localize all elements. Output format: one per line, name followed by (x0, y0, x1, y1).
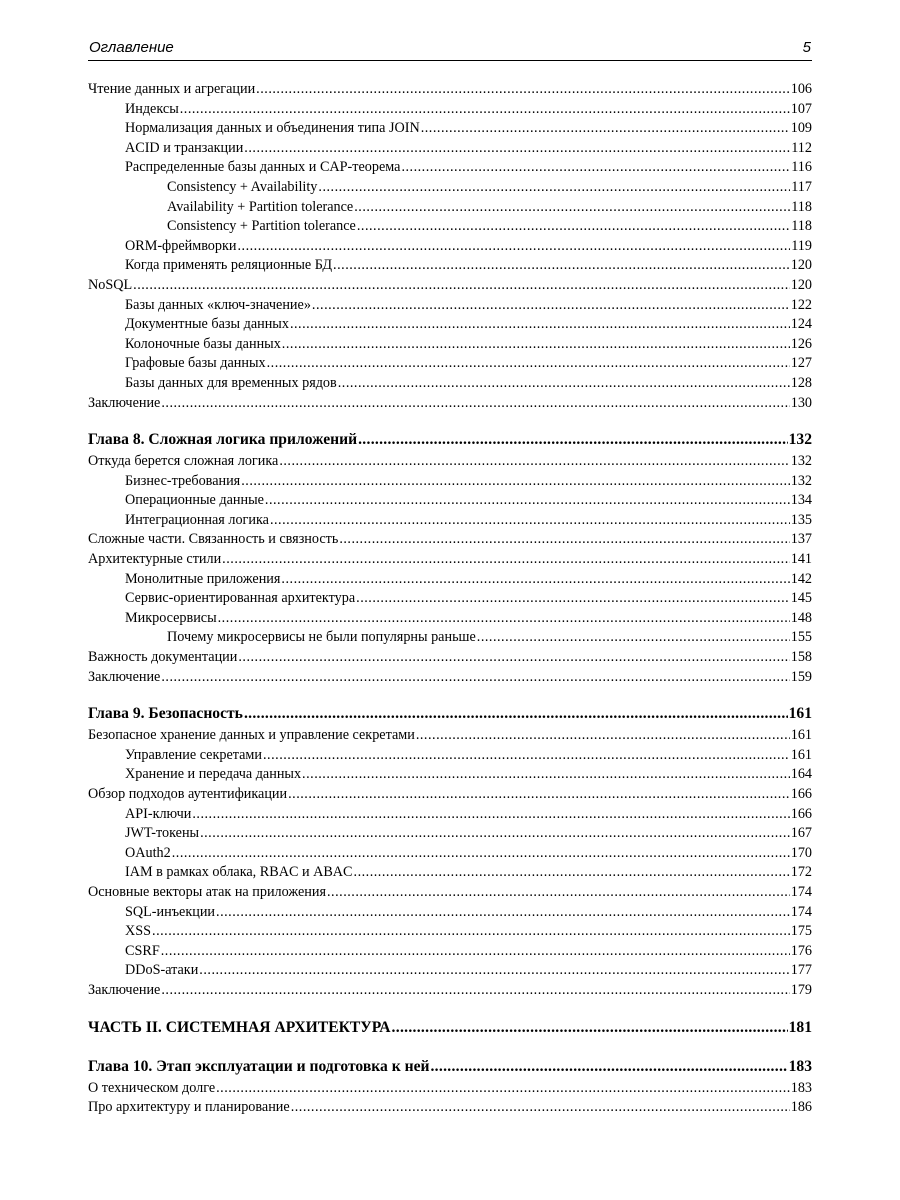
dot-leader (270, 511, 790, 531)
toc-entry-page: 181 (788, 1018, 812, 1036)
toc-entry-title: ACID и транзакции (125, 139, 244, 156)
toc-entry-title: Микросервисы (125, 609, 217, 626)
dot-leader (263, 746, 790, 766)
toc-entry-page: 120 (790, 257, 812, 274)
dot-leader (244, 702, 788, 726)
toc-entry (88, 472, 812, 492)
dot-leader (267, 354, 790, 374)
toc-entry-title: Заключение (88, 981, 161, 998)
dot-leader (152, 922, 790, 942)
toc-entry-title: Обзор подходов аутентификации (88, 786, 288, 802)
dot-leader (172, 844, 790, 864)
toc-entry-page: 164 (790, 766, 812, 783)
dot-leader (356, 589, 790, 609)
toc-entry-page: 166 (790, 786, 812, 802)
dot-leader (401, 158, 790, 178)
toc-entry-page: 142 (790, 570, 812, 587)
toc-entry (88, 217, 812, 237)
toc-entry-title: API-ключи (125, 805, 192, 822)
toc-entry-page: 117 (791, 178, 812, 195)
toc-entry (88, 726, 812, 746)
dot-leader (290, 315, 790, 335)
header-title: Оглавление (89, 39, 174, 56)
toc-entry-page: 132 (790, 453, 812, 470)
toc-entry (88, 981, 812, 1001)
toc-entry (88, 119, 812, 139)
dot-leader (133, 276, 790, 296)
toc-entry-page: 167 (790, 825, 812, 842)
dot-leader (282, 335, 790, 355)
toc-entry-page: 134 (790, 492, 812, 509)
dot-leader (161, 981, 789, 1001)
toc-entry-page: 106 (790, 81, 812, 97)
dot-leader (357, 217, 790, 237)
toc-entry-title: Сложные части. Связанность и связность (88, 531, 339, 548)
toc-entry-title: Глава 9. Безопасность (88, 705, 243, 723)
toc-entry-title: Распределенные базы данных и CAP-теорема (125, 159, 401, 176)
dot-leader (354, 198, 790, 218)
toc-entry (88, 491, 812, 511)
toc-entry (88, 530, 812, 550)
toc-entry-page: 120 (790, 276, 812, 293)
toc-entry-title: Глава 10. Этап эксплуатации и подготовка к ней (88, 1057, 430, 1075)
toc-chapter-entry (88, 1055, 812, 1079)
toc-entry-title: Колоночные базы данных (125, 335, 281, 352)
toc-entry-page: 145 (790, 590, 812, 607)
toc-entry-page: 124 (790, 316, 812, 333)
toc-entry-title: SQL-инъекции (125, 903, 216, 920)
toc-entry-page: 148 (790, 609, 812, 626)
dot-leader (288, 785, 790, 805)
toc-entry (88, 668, 812, 688)
toc-entry (88, 844, 812, 864)
toc-entry-page: 119 (791, 237, 812, 254)
toc-entry-title: Архитектурные стили (88, 551, 222, 568)
dot-leader (302, 765, 790, 785)
toc-entry-title: Операционные данные (125, 492, 264, 509)
toc-entry-title: Сервис-ориентированная архитектура (125, 590, 356, 607)
toc-entry (88, 628, 812, 648)
document-page (88, 38, 812, 1118)
toc-entry-page: 161 (788, 705, 812, 723)
dot-leader (291, 1098, 790, 1118)
toc-entry-title: Хранение и передача данных (125, 766, 302, 783)
toc-entry (88, 276, 812, 296)
toc-entry (88, 100, 812, 120)
toc-entry-page: 176 (790, 942, 812, 959)
toc-entry-title: Заключение (88, 394, 161, 411)
toc-entry-title: Про архитектуру и планирование (88, 1099, 290, 1116)
toc-entry (88, 1098, 812, 1118)
dot-leader (161, 668, 789, 688)
toc-entry-title: ORM-фреймворки (125, 237, 237, 254)
toc-entry-title: Почему микросервисы не были популярны раньше (167, 629, 476, 646)
toc-entry-page: 158 (790, 649, 812, 666)
toc-entry (88, 335, 812, 355)
toc-entry-page: 128 (790, 374, 812, 391)
toc-entry (88, 354, 812, 374)
toc-entry-title: Базы данных «ключ-значение» (125, 296, 311, 313)
dot-leader (477, 628, 790, 648)
dot-leader (244, 139, 790, 159)
toc-entry-page: 183 (790, 1079, 812, 1096)
toc-entry (88, 315, 812, 335)
dot-leader (241, 472, 790, 492)
toc-entry-page: 159 (790, 668, 812, 685)
header-page-number: 5 (802, 39, 811, 56)
toc-entry (88, 922, 812, 942)
toc-entry-title: Нормализация данных и объединения типа JOIN (125, 120, 420, 137)
toc-entry-page: 177 (790, 962, 812, 979)
toc-entry-page: 132 (788, 431, 812, 449)
running-header (88, 38, 812, 61)
toc-entry-title: Безопасное хранение данных и управление секретами (88, 727, 415, 744)
dot-leader (256, 80, 790, 100)
toc-entry (88, 511, 812, 531)
dot-leader (338, 374, 790, 394)
toc-entry (88, 139, 812, 159)
toc-entry-title: XSS (125, 923, 152, 940)
dot-leader (200, 824, 790, 844)
dot-leader (358, 428, 788, 452)
toc-entry (88, 883, 812, 903)
toc-entry (88, 589, 812, 609)
toc-entry-page: 183 (788, 1057, 812, 1075)
toc-entry (88, 452, 812, 472)
dot-leader (354, 863, 790, 883)
table-of-contents (88, 80, 812, 1118)
toc-entry-title: Глава 8. Сложная логика приложений (88, 431, 358, 449)
toc-entry-title: Важность документации (88, 649, 238, 666)
dot-leader (430, 1055, 787, 1079)
toc-entry (88, 805, 812, 825)
toc-entry (88, 903, 812, 923)
toc-entry-page: 112 (791, 139, 812, 156)
toc-entry-title: О техническом долге (88, 1079, 216, 1096)
toc-entry-title: Когда применять реляционные БД (125, 257, 333, 274)
toc-entry-page: 186 (790, 1099, 812, 1116)
toc-entry-page: 141 (790, 551, 812, 568)
toc-entry-page: 137 (790, 531, 812, 548)
dot-leader (279, 452, 789, 472)
toc-entry (88, 198, 812, 218)
toc-entry-page: 172 (790, 864, 812, 881)
toc-entry-title: Основные векторы атак на приложения (88, 883, 326, 900)
toc-entry-title: Графовые базы данных (125, 355, 266, 372)
dot-leader (281, 570, 789, 590)
toc-entry (88, 785, 812, 805)
toc-entry-title: Откуда берется сложная логика (88, 453, 279, 470)
dot-leader (180, 100, 790, 120)
dot-leader (222, 550, 790, 570)
dot-leader (218, 609, 790, 629)
toc-entry-title: Базы данных для временных рядов (125, 374, 337, 391)
toc-entry-title: Consistency + Availability (167, 178, 318, 195)
toc-entry-page: 174 (790, 903, 812, 920)
toc-entry (88, 746, 812, 766)
toc-chapter-entry (88, 1016, 812, 1040)
toc-entry (88, 374, 812, 394)
toc-entry (88, 80, 812, 100)
toc-entry (88, 570, 812, 590)
dot-leader (237, 237, 790, 257)
toc-entry-page: 175 (790, 923, 812, 940)
dot-leader (161, 394, 789, 414)
dot-leader (333, 256, 790, 276)
dot-leader (327, 883, 790, 903)
toc-entry-page: 126 (790, 335, 812, 352)
dot-leader (216, 1079, 790, 1099)
toc-entry-page: 118 (791, 198, 812, 215)
toc-entry-title: JWT-токены (125, 825, 200, 842)
toc-entry-page: 132 (790, 472, 812, 489)
toc-entry-page: 170 (790, 844, 812, 861)
toc-entry-title: Availability + Partition tolerance (167, 198, 354, 215)
toc-entry (88, 394, 812, 414)
dot-leader (339, 530, 789, 550)
toc-chapter-entry (88, 702, 812, 726)
toc-entry-page: 127 (790, 355, 812, 372)
dot-leader (421, 119, 790, 139)
dot-leader (161, 942, 790, 962)
dot-leader (416, 726, 790, 746)
toc-entry-title: Заключение (88, 668, 161, 685)
dot-leader (265, 491, 790, 511)
toc-entry-page: 155 (790, 629, 812, 646)
toc-entry-page: 107 (790, 100, 812, 117)
toc-entry-title: Монолитные приложения (125, 570, 281, 587)
toc-entry-title: OAuth2 (125, 844, 171, 861)
toc-entry-page: 166 (790, 805, 812, 822)
toc-entry-title: Consistency + Partition tolerance (167, 218, 356, 235)
toc-entry-title: NoSQL (88, 276, 133, 293)
toc-entry-page: 179 (790, 981, 812, 998)
dot-leader (312, 296, 790, 316)
toc-entry-page: 161 (790, 727, 812, 744)
toc-entry (88, 961, 812, 981)
toc-entry-title: Индексы (125, 100, 179, 117)
toc-entry (88, 1079, 812, 1099)
toc-entry-title: Управление секретами (125, 746, 262, 763)
dot-leader (392, 1016, 788, 1040)
toc-entry (88, 178, 812, 198)
toc-entry (88, 765, 812, 785)
toc-entry (88, 648, 812, 668)
toc-entry (88, 296, 812, 316)
toc-entry-page: 174 (790, 883, 812, 900)
toc-entry (88, 237, 812, 257)
dot-leader (318, 178, 790, 198)
toc-entry-title: Интеграционная логика (125, 511, 269, 528)
toc-entry-page: 161 (790, 746, 812, 763)
toc-entry-page: 109 (790, 120, 812, 137)
toc-entry (88, 863, 812, 883)
toc-entry-page: 130 (790, 394, 812, 411)
toc-entry (88, 550, 812, 570)
toc-entry-title: Документные базы данных (125, 316, 289, 333)
toc-entry (88, 942, 812, 962)
toc-entry-page: 135 (790, 511, 812, 528)
dot-leader (199, 961, 789, 981)
toc-entry (88, 824, 812, 844)
dot-leader (238, 648, 789, 668)
toc-entry-page: 122 (790, 296, 812, 313)
toc-entry-page: 116 (791, 159, 812, 176)
dot-leader (192, 805, 789, 825)
toc-entry-title: CSRF (125, 942, 160, 959)
toc-entry-title: DDoS-атаки (125, 962, 199, 979)
dot-leader (216, 903, 790, 923)
toc-entry (88, 256, 812, 276)
toc-entry-title: ЧАСТЬ II. СИСТЕМНАЯ АРХИТЕКТУРА (88, 1018, 391, 1036)
toc-entry (88, 609, 812, 629)
toc-entry-title: Чтение данных и агрегации (88, 81, 256, 97)
toc-entry-title: Бизнес-требования (125, 472, 241, 489)
toc-entry-title: IAM в рамках облака, RBAC и ABAC (125, 864, 353, 881)
toc-entry (88, 158, 812, 178)
toc-entry-page: 118 (791, 218, 812, 235)
toc-chapter-entry (88, 428, 812, 452)
